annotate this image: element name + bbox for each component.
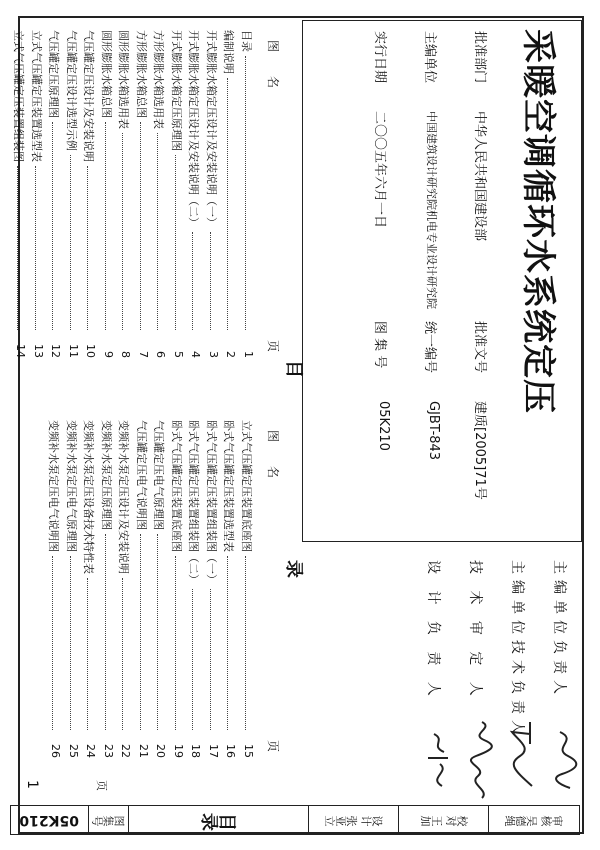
- toc-leader-dots: [158, 133, 159, 330]
- sig-label-tech: 主编单位技术负责人: [509, 560, 525, 740]
- toc-leader-dots: [105, 534, 106, 730]
- tb-checker-cell: [398, 805, 489, 835]
- toc-entry-title: 卧式气压罐定压装置组装图（二）: [187, 420, 201, 585]
- toc-leader-dots: [35, 166, 36, 330]
- dept-label: 批准部门: [472, 31, 487, 84]
- toc-entry-title: 开式膨胀水箱定压设计及安装说明（二）: [187, 30, 201, 228]
- toc-entry-page: 10: [84, 344, 98, 358]
- doc-label: 批准文号: [472, 321, 487, 374]
- toc-row: [4, 30, 28, 360]
- sig-label-review: 技 术 审 定 人: [467, 560, 483, 702]
- toc-entry-page: 6: [154, 351, 168, 358]
- tb-designer: 张亚立: [324, 814, 358, 827]
- toc-leader-dots: [175, 155, 176, 330]
- date-label: 实行日期: [372, 31, 387, 84]
- toc-leader-dots: [245, 56, 246, 330]
- toc-entry-page: 19: [172, 744, 185, 758]
- toc-entry-title: 开式膨胀水箱定压原理图: [170, 30, 183, 151]
- toc-entry-title: 编制说明: [222, 30, 236, 74]
- toc-entry-title: 气压罐定压设计及安装说明: [82, 30, 96, 162]
- toc-leader-dots: [228, 78, 229, 330]
- toc-entry-page: 3: [207, 351, 220, 358]
- toc-entry-page: 22: [119, 744, 133, 758]
- main-title: 采暖空调循环水系统定压: [518, 29, 558, 414]
- num-value: GJBT-843: [426, 401, 441, 461]
- toc-entry-title: 方形膨胀水箱选用表: [152, 30, 166, 129]
- toc-entry-page: 9: [102, 351, 115, 358]
- toc-leader-dots: [123, 578, 124, 730]
- signature-review-mark: [459, 720, 496, 800]
- atlas-value: 05K210: [376, 401, 391, 451]
- toc-leader-dots: [53, 122, 54, 330]
- tb-reviewer-cell: [488, 805, 579, 835]
- tb-designer-cell: [308, 805, 399, 835]
- toc-leader-dots: [70, 556, 71, 730]
- toc-entry-title: 立式气压罐定压装置组装图: [12, 30, 26, 162]
- tb-checker-label: 校对: [445, 814, 468, 827]
- tb-reviewer-label: 审核: [541, 814, 564, 827]
- toc-entry-page: 23: [102, 744, 115, 758]
- tb-designer-label: 设计: [361, 814, 384, 827]
- toc-leader-dots: [210, 589, 211, 730]
- toc-entry-page: 20: [154, 744, 168, 758]
- toc-entry-title: 方形膨胀水箱总图: [135, 30, 148, 118]
- unit-label: 主编单位: [422, 31, 437, 84]
- unit-value: 中国建筑设计研究院机电专业设计研究院: [425, 111, 438, 309]
- toc-leader-dots: [210, 232, 211, 330]
- toc-entry-page: 25: [67, 744, 80, 758]
- toc-entry-page: 24: [84, 744, 98, 758]
- tb-drawing-title-cell: [128, 805, 309, 835]
- toc-leader-dots: [158, 534, 159, 730]
- toc-entry-page: 15: [242, 744, 255, 758]
- tb-page-no: 1: [24, 780, 40, 789]
- sig-label-chief: 主编单位负责人: [551, 560, 567, 700]
- toc-right-col-page: 页: [266, 740, 280, 753]
- toc-entry-title: 开式膨胀水箱定压设计及安装说明（一）: [205, 30, 218, 228]
- toc-entry-page: 4: [189, 351, 203, 358]
- signature-chief-mark: [543, 730, 580, 790]
- toc-leader-dots: [193, 589, 194, 730]
- toc-entry-title: 目录: [240, 30, 253, 52]
- toc-leader-dots: [53, 556, 54, 730]
- num-label: 统一编号: [422, 321, 437, 374]
- toc-entry-title: 变频补水泵定压原理图: [100, 420, 113, 530]
- toc-entry-page: 2: [224, 351, 238, 358]
- toc-heading-left: 目: [283, 360, 304, 378]
- toc-entry-title: 变频补水泵定压设计及安装说明: [117, 420, 131, 574]
- toc-entry-title: 气压罐定压电气说明图: [135, 420, 148, 530]
- toc-right-col-name: 图 名: [266, 430, 280, 479]
- tb-atlas-no: 05K210: [19, 812, 79, 828]
- toc-entry-page: 1: [242, 351, 255, 358]
- toc-entry-title: 立式气压罐定压装置选型表: [30, 30, 43, 162]
- toc-entry-page: 14: [14, 344, 28, 358]
- toc-leader-dots: [175, 556, 176, 730]
- toc-entry-title: 气压罐定压设计选型示例: [65, 30, 78, 151]
- toc-leader-dots: [70, 155, 71, 330]
- toc-entry-title: 变频补水泵定压设备技术特性表: [82, 420, 96, 574]
- toc-leader-dots: [140, 534, 141, 730]
- toc-entry-title: 卧式气压罐定压装置选型表: [222, 420, 236, 552]
- date-value: 二〇〇五年六月一日: [372, 111, 387, 229]
- signature-design-mark: [417, 730, 454, 790]
- toc-entry-title: 气压罐定压电气原理图: [152, 420, 166, 530]
- toc-entry-title: 变频补水泵定压电气原理图: [65, 420, 78, 552]
- tb-drawing-title: 目录: [201, 810, 237, 831]
- atlas-label: 图 集 号: [372, 321, 387, 369]
- tb-page-label: 页: [95, 780, 108, 791]
- toc-leader-dots: [193, 232, 194, 330]
- toc-leader-dots: [88, 166, 89, 330]
- toc-entry-page: 5: [172, 351, 185, 358]
- toc-leader-dots: [245, 556, 246, 730]
- toc-entry-title: 变频补水泵定压电气说明图: [47, 420, 61, 552]
- title-block: [10, 805, 580, 835]
- toc-entry-page: 13: [32, 344, 45, 358]
- toc-entry-page: 21: [137, 744, 150, 758]
- toc-leader-dots: [140, 122, 141, 330]
- doc-value: 建质[2005]71号: [472, 401, 487, 500]
- toc-entry-title: 圆形膨胀水箱选用表: [117, 30, 131, 129]
- toc-entry-page: 26: [49, 744, 63, 758]
- toc-leader-dots: [105, 122, 106, 330]
- toc-entry-title: 圆形膨胀水箱总图: [100, 30, 113, 118]
- dept-value: 中华人民共和国建设部: [472, 111, 487, 242]
- tb-atlas-no-cell: [9, 805, 89, 835]
- toc-left-col-page: 页: [266, 340, 280, 353]
- toc-leader-dots: [88, 578, 89, 730]
- tb-atlas-label-cell: [88, 805, 129, 835]
- toc-heading-right: 录: [283, 560, 304, 578]
- toc-entry-page: 7: [137, 351, 150, 358]
- sig-label-design: 设 计 负 责 人: [425, 560, 441, 702]
- toc-entry-page: 17: [207, 744, 220, 758]
- toc-leader-dots: [123, 133, 124, 330]
- toc-row: [39, 420, 63, 760]
- toc-entry-title: 卧式气压罐定压装置底座图: [170, 420, 183, 552]
- toc-leader-dots: [18, 166, 19, 330]
- toc-entry-title: 立式气压罐定压装置底座图: [240, 420, 253, 552]
- tb-reviewer: 吴德绳: [504, 814, 538, 827]
- toc-leader-dots: [228, 556, 229, 730]
- tb-checker: 王加: [420, 814, 443, 827]
- tb-atlas-label: 图集号: [92, 814, 126, 827]
- toc-entry-page: 18: [189, 744, 203, 758]
- toc-entry-page: 11: [67, 344, 80, 358]
- toc-left-col-name: 图 名: [266, 40, 280, 89]
- toc-entry-page: 16: [224, 744, 238, 758]
- toc-entry-page: 8: [119, 351, 133, 358]
- toc-entry-title: 卧式气压罐定压装置组装图（一）: [205, 420, 218, 585]
- toc-entry-title: 气压罐定压原理图: [47, 30, 61, 118]
- signature-tech-mark: [501, 720, 538, 790]
- title-box: [302, 20, 582, 542]
- toc-entry-page: 12: [49, 344, 63, 358]
